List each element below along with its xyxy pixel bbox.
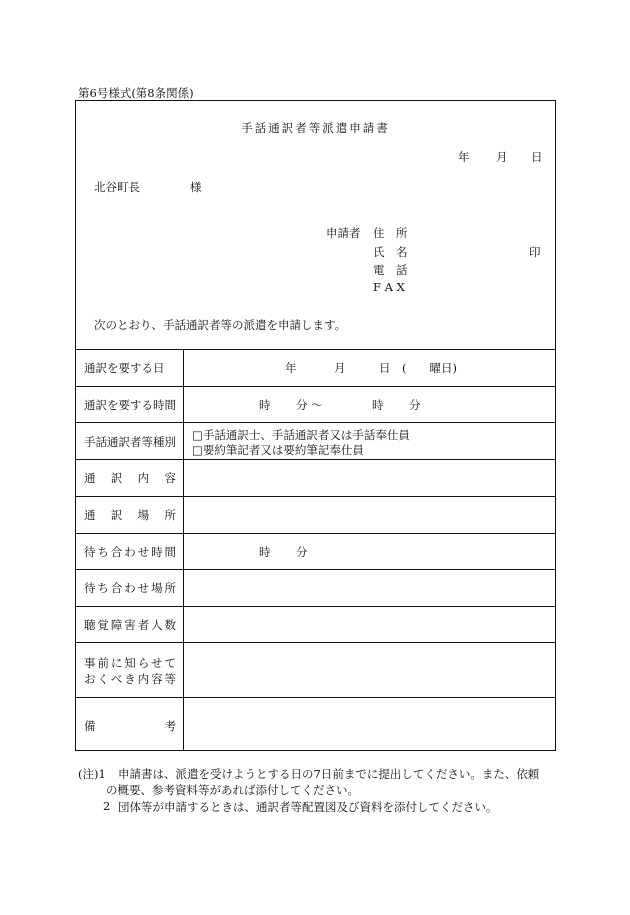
row-divider	[76, 533, 555, 534]
time-needed-hour-end: 時	[372, 398, 384, 412]
row-label-place: 通訳場所	[84, 508, 176, 522]
meeting-time-minute: 分	[296, 545, 308, 559]
applicant-address-label: 住 所	[373, 226, 408, 240]
notes-prefix: (注)1	[78, 767, 106, 781]
date-needed-weekday: ( 曜日)	[402, 361, 457, 375]
row-label-advance-info-line1: 事前に知らせて	[84, 656, 176, 670]
time-needed-minute-start: 分 〜	[296, 398, 323, 412]
row-label-date-needed	[84, 360, 176, 376]
row-divider	[76, 386, 555, 387]
date-year: 年	[458, 150, 470, 164]
row-label-remarks: 備考	[84, 719, 176, 733]
time-needed-hour-start: 時	[259, 398, 271, 412]
row-divider	[76, 642, 555, 643]
label-column-divider	[183, 349, 184, 751]
row-label-hearing-impaired-count: 聴覚障害者人数	[84, 618, 176, 632]
date-needed-year: 年	[285, 361, 297, 375]
applicant-name-label: 氏 名	[373, 245, 408, 259]
row-label-meeting-time: 待ち合わせ時間	[84, 545, 176, 559]
date-needed-month: 月	[334, 361, 346, 375]
applicant-label: 申請者	[326, 226, 361, 240]
row-label-meeting-place: 待ち合わせ場所	[84, 581, 176, 595]
meeting-time-hour: 時	[259, 545, 271, 559]
row-divider	[76, 569, 555, 570]
form-number-label: 第6号様式(第8条関係)	[78, 86, 194, 100]
intro-text: 次のとおり、手話通訳者等の派遣を申請します。	[94, 318, 347, 332]
row-divider	[76, 422, 555, 423]
note-2-text: 団体等が申請するときは、通訳者等配置図及び資料を添付してください。	[118, 800, 498, 814]
table-top-border	[76, 349, 555, 350]
type-option-sign-language[interactable]: □手話通訳士、手話通訳者又は手話奉仕員	[192, 428, 410, 442]
application-form	[75, 100, 556, 751]
applicant-fax-label: F A X	[373, 280, 405, 294]
form-title: 手話通訳者等派遣申請書	[241, 121, 390, 135]
row-label-advance-info-line2: おくべき内容等	[84, 672, 176, 686]
seal-mark: 印	[529, 245, 541, 259]
note-1-line-2: の概要、参考資料等があれば添付してください。	[106, 783, 359, 797]
date-day: 日	[531, 150, 543, 164]
label-text: 通訳を要する日	[84, 361, 165, 375]
row-divider	[76, 459, 555, 460]
row-label-interpreter-type: 手話通訳者等種別	[84, 435, 176, 449]
date-month: 月	[496, 150, 508, 164]
row-divider	[76, 697, 555, 698]
date-needed-day: 日	[379, 361, 391, 375]
row-divider	[76, 496, 555, 497]
time-needed-minute-end: 分	[409, 398, 421, 412]
type-option-summary-writer[interactable]: □要約筆記者又は要約筆記奉仕員	[192, 443, 364, 457]
addressee-honorific: 様	[190, 180, 202, 194]
row-label-content: 通訳内容	[84, 471, 176, 485]
row-divider	[76, 606, 555, 607]
applicant-phone-label: 電 話	[373, 263, 408, 277]
addressee-name: 北谷町長	[94, 180, 140, 194]
note-1-line-1: 申請書は、派遣を受けようとする日の7日前までに提出してください。また、依頼	[118, 767, 540, 781]
row-label-time-needed: 通訳を要する時間	[84, 398, 176, 412]
note-2-number: 2	[103, 799, 111, 813]
